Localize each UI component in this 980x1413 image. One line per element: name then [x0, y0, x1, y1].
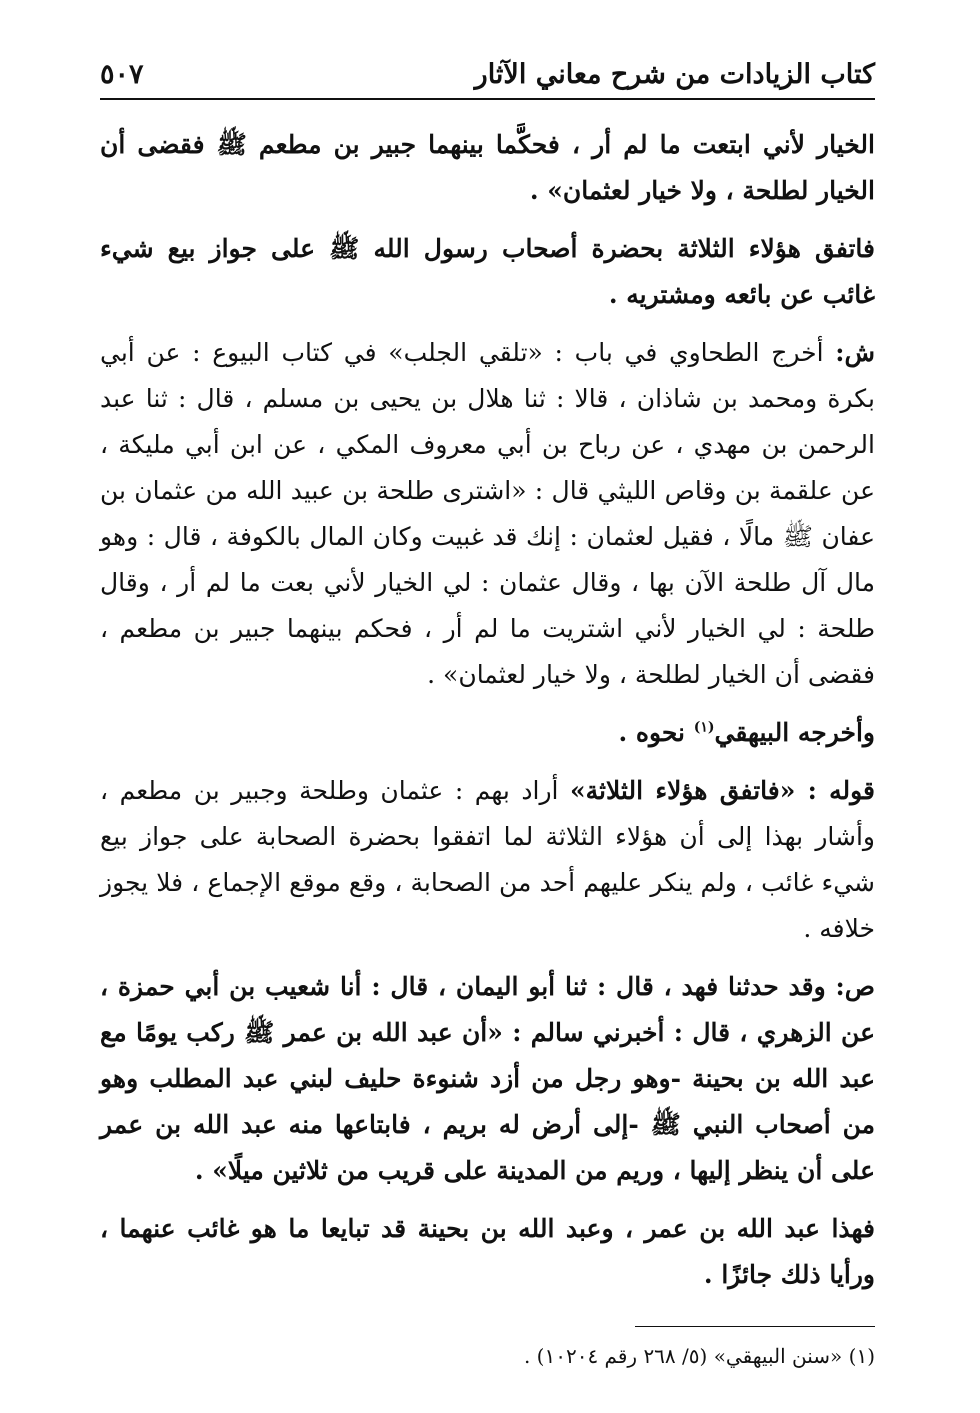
paragraph-text: أخرج الطحاوي في باب : «تلقي الجلب» في كتاب البيوع : عن أبي بكرة ومحمد بن شاذان ، قالا : ثنا هلال بن يحيى بن مسلم ، قال : ثنا عبد الرحمن بن مهدي ، عن رباح بن أبي معروف المكي ، عن ابن أبي مليكة ، عن علقمة بن وقاص الليثي قال : «اشترى طلحة بن عبيد الله من عثمان بن عفان ﷺ مالًا ، فقيل لعثمان : إنك قد غبيت وكان المال بالكوفة ، قال : وهو مال آل طلحة الآن بها ، وقال عثمان : لي الخيار لأني بعت ما لم أر ، وقال طلحة : لي الخيار لأني اشتريت ما لم أر ، فحكم بينهما جبير بن مطعم ، فقضى أن الخيار لطلحة ، ولا خيار لعثمان» . — [100, 338, 875, 689]
paragraph-matn-2 — [100, 226, 875, 318]
paragraph-lead: قوله : «فاتفق هؤلاء الثلاثة» — [570, 776, 876, 805]
book-page — [100, 52, 875, 1382]
paragraph-sharh-2 — [100, 768, 875, 952]
paragraph-text: فاتفق هؤلاء الثلاثة بحضرة أصحاب رسول الله ﷺ على جواز بيع شيء غائب عن بائعه ومشتريه . — [100, 234, 875, 309]
footnote: (١) «سنن البيهقي» (٥/ ٢٦٨ رقم ١٠٢٠٤) . — [523, 1344, 875, 1368]
paragraph-text: وأخرجه البيهقي — [714, 718, 875, 747]
paragraph-text: أراد بهم : عثمان وطلحة وجبير بن مطعم ، وأشار بهذا إلى أن هؤلاء الثلاثة لما اتفقوا بحضرة الصحابة على جواز بيع شيء غائب ، ولم ينكر عليهم أحد من الصحابة ، وقع موقع الإجماع ، فلا يجوز خلافه . — [100, 776, 875, 943]
paragraph-matn-1 — [100, 122, 875, 214]
footnote-divider — [635, 1326, 875, 1327]
paragraph-sharh-1 — [100, 330, 875, 698]
paragraph-text: نحوه . — [618, 718, 694, 747]
paragraph-matn-3 — [100, 964, 875, 1194]
running-head — [100, 52, 875, 100]
paragraph-takhrij — [100, 710, 875, 756]
paragraph-text: فهذا عبد الله بن عمر ، وعبد الله بن بحينة قد تبايعا ما هو غائب عنهما ، ورأيا ذلك جائزًا . — [100, 1214, 875, 1289]
paragraph-text: ص: وقد حدثنا فهد ، قال : ثنا أبو اليمان ، قال : أنا شعيب بن أبي حمزة ، عن الزهري ، قال : أخبرني سالم : «أن عبد الله بن عمر ﷺ ركب يومًا مع عبد الله بن بحينة -وهو رجل من أزد شنوءة حليف لبني عبد المطلب وهو من أصحاب النبي ﷺ -إلى أرض له بريم ، فابتاعها منه عبد الله بن عمر على أن ينظر إليها ، وريم من المدينة على قريب من ثلاثين ميلًا» . — [100, 972, 875, 1185]
page-body — [100, 122, 875, 1371]
paragraph-matn-4 — [100, 1206, 875, 1298]
footnote-reference[interactable]: (١) — [693, 719, 715, 736]
paragraph-lead: ش: — [835, 338, 875, 367]
paragraph-text: الخيار لأني ابتعت ما لم أر ، فحكَّما بينهما جبير بن مطعم ﷺ فقضى أن الخيار لطلحة ، ولا خيار لعثمان» . — [100, 130, 875, 205]
book-title: كتاب الزيادات من شرح معاني الآثار — [474, 59, 875, 90]
page-number: ٥٠٧ — [100, 59, 144, 90]
